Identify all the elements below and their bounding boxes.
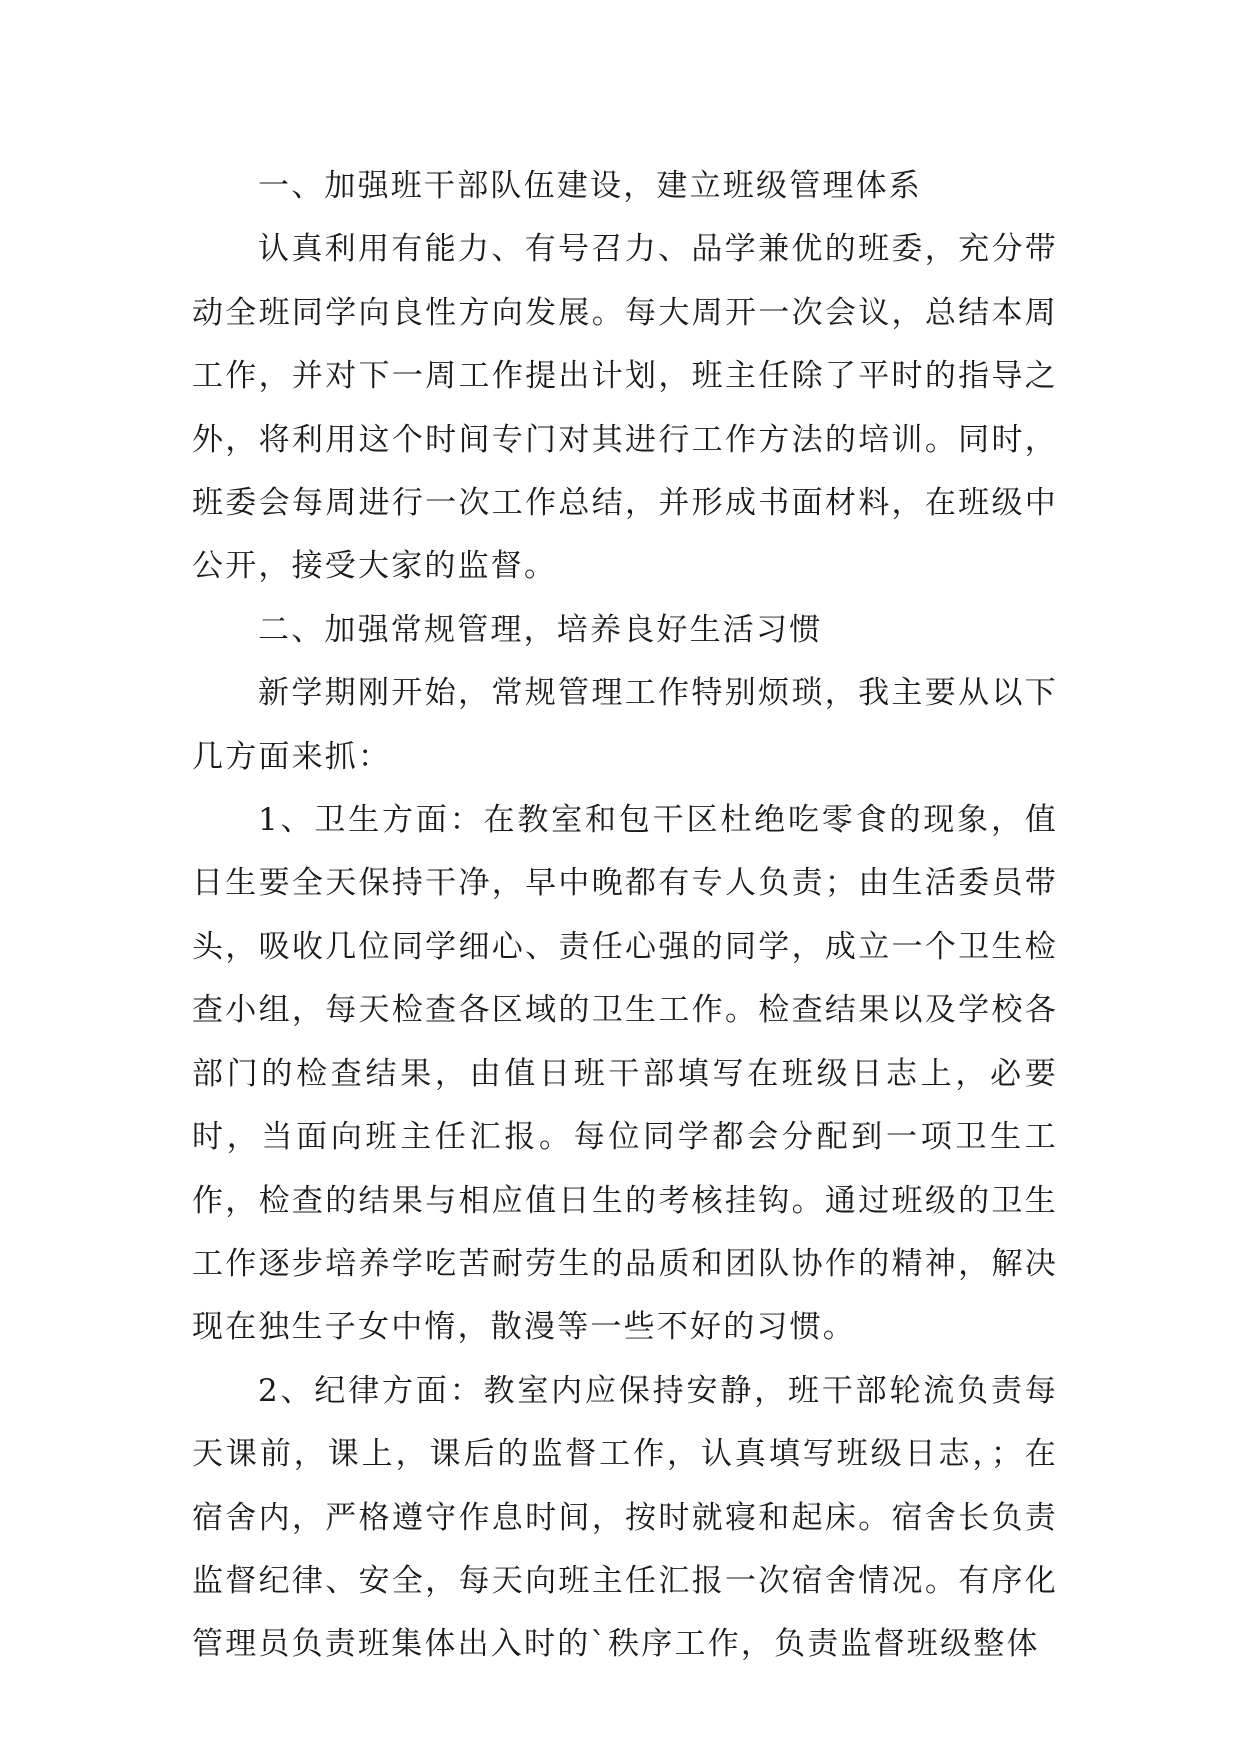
paragraph-routine-intro: 新学期刚开始，常规管理工作特别烦琐，我主要从以下几方面来抓： bbox=[192, 675, 1058, 775]
paragraph-hygiene: 1、卫生方面：在教室和包干区杜绝吃零食的现象，值日生要全天保持干净，早中晚都有专人负责；由生活委员带头，吸收几位同学细心、责任心强的同学，成立一个卫生检查小组，每天检查各区域的卫生工作。检查结果以及学校各部门的检查结果，由值日班干部填写在班级日志上，必要时，当面向班主任汇报。每位同学都会分配到一项卫生工作，检查的结果与相应值日生的考核挂钩。通过班级的卫生工作逐步培养学吃苦耐劳生的品质和团队协作的精神，解决现在独生子女中惰，散漫等一些不好的习惯。 bbox=[192, 802, 1058, 1346]
paragraph-class-committee: 认真利用有能力、有号召力、品学兼优的班委，充分带动全班同学向良性方向发展。每大周开一次会议，总结本周工作，并对下一周工作提出计划，班主任除了平时的指导之外，将利用这个时间专门对其进行工作方法的培训。同时，班委会每周进行一次工作总结，并形成书面材料，在班级中公开，接受大家的监督。 bbox=[192, 231, 1058, 585]
paragraph-discipline: 2、纪律方面：教室内应保持安静，班干部轮流负责每天课前，课上，课后的监督工作，认真填写班级日志，；在宿舍内，严格遵守作息时间，按时就寝和起床。宿舍长负责监督纪律、安全，每天向班主任汇报一次宿舍情况。有序化管理员负责班集体出入时的`秩序工作，负责监督班级整体 bbox=[192, 1372, 1058, 1663]
section-heading-2: 二、加强常规管理，培养良好生活习惯 bbox=[258, 611, 823, 648]
document-body bbox=[192, 155, 1058, 1677]
section-heading-1: 一、加强班干部队伍建设，建立班级管理体系 bbox=[258, 168, 922, 204]
